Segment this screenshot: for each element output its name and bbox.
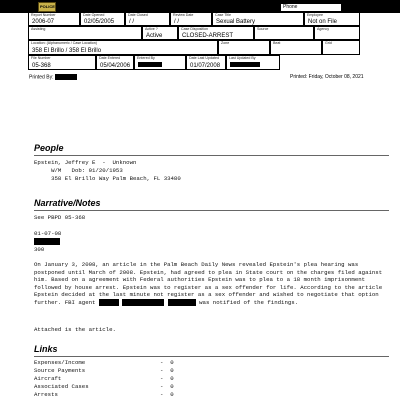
link-row	[34, 383, 89, 391]
active-label: Active ?	[145, 27, 158, 31]
date-opened-value: 02/05/2005	[84, 19, 115, 25]
last-updated-by-redaction	[230, 62, 260, 67]
case-title-label: Case Title	[215, 13, 231, 17]
active-value: Active	[146, 33, 163, 39]
link-row	[34, 375, 61, 383]
review-date-field	[170, 12, 212, 26]
link-name: Arrests	[34, 391, 58, 398]
case-disposition-value: CLOSED-ARREST	[182, 33, 234, 39]
links-divider	[34, 356, 389, 357]
file-number-field	[28, 55, 96, 70]
phone-label: Phone	[283, 4, 298, 10]
printed-by	[29, 74, 77, 80]
report-number-field	[28, 12, 80, 26]
link-count: - 0	[160, 367, 174, 374]
beat-field	[270, 40, 322, 55]
last-updated-by-label: Last Updated By	[229, 56, 256, 60]
agent-name-redaction-2	[122, 299, 164, 306]
source-label: Source	[257, 27, 269, 31]
grid-label: Grid	[325, 41, 332, 45]
location-value: 358 El Brillo / 358 El Brillo	[32, 48, 102, 54]
printed-by-label: Printed By:	[29, 74, 54, 81]
review-date-value: / /	[174, 19, 180, 25]
date-closed-value: / /	[129, 19, 135, 25]
case-title-value: Sexual Battery	[216, 19, 256, 25]
case-title-field	[212, 12, 304, 26]
agent-name-redaction-3	[168, 299, 196, 306]
link-row	[34, 359, 85, 367]
narrative-redaction-block	[34, 238, 60, 245]
date-closed-field	[125, 12, 170, 26]
date-entered-value: 05/04/2006	[100, 63, 131, 69]
agency-field	[314, 26, 360, 40]
narrative-divider	[34, 210, 389, 211]
narrative-paragraph-text: On January 3, 2008, an article in the Palm Beach Daily News revealed Epstein's plea hearing was postponed until March of 2008. Epstein, had agreed to plea in State court on the charges filed against him. Based on a agreement with Federal authorities Epstein was to plea to a 18 month imprisonment followed by house arrest. Epstein was to register as a sex offender for life. According to the article Epstein decided at the last minute not register as a sex offender and wished to negotiate that option further. FBI agent	[34, 261, 383, 306]
report-number-label: Report Number	[31, 13, 56, 17]
case-disposition-field	[178, 26, 254, 40]
assisting-label: Assisting	[31, 27, 46, 31]
source-field	[254, 26, 314, 40]
printed-by-redaction	[55, 74, 77, 80]
link-name: Source Payments	[34, 367, 86, 374]
link-name: Expenses/Income	[34, 359, 86, 366]
zone-label: Zone	[221, 41, 230, 45]
date-last-updated-label: Date Last Updated	[189, 56, 219, 60]
date-opened-label: Date Opened	[83, 13, 105, 17]
people-divider	[34, 155, 389, 156]
people-heading: People	[34, 143, 64, 153]
printed-date: Printed: Friday, October 08, 2021	[290, 74, 364, 80]
case-disposition-label: Case Disposition	[181, 27, 208, 31]
logo-text: POLICE	[40, 4, 55, 9]
link-row	[34, 367, 85, 375]
employee-value: Not on File	[308, 19, 338, 25]
review-date-label: Review Date	[173, 13, 194, 17]
entered-by-label: Entered By	[137, 56, 155, 60]
narrative-attached: Attached is the article.	[34, 326, 116, 333]
narrative-heading: Narrative/Notes	[34, 198, 101, 208]
location-label: Location: (Alphanumeric / Case Location)	[31, 41, 97, 45]
zone-field	[218, 40, 270, 55]
link-name: Aircraft	[34, 375, 62, 382]
narrative-code-line: 300	[34, 246, 45, 253]
date-closed-label: Date Closed	[128, 13, 148, 17]
link-count: - 0	[160, 391, 174, 398]
grid-field	[322, 40, 360, 55]
narrative-paragraph-tail: was notified of the findings.	[199, 298, 299, 306]
file-number-value: 05-368	[32, 63, 51, 69]
person-demographics: W/M Dob: 01/20/1953	[34, 167, 123, 174]
link-count: - 0	[160, 375, 174, 382]
location-field	[28, 40, 218, 55]
phone-field	[280, 3, 342, 12]
beat-label: Beat	[273, 41, 281, 45]
entered-by-redaction	[138, 62, 162, 67]
report-number-value: 2006-07	[32, 19, 55, 25]
entered-by-field	[134, 55, 186, 70]
file-number-label: File Number	[31, 56, 51, 60]
narrative-date-line: 01-07-08	[34, 230, 62, 237]
date-entered-field	[96, 55, 134, 70]
person-name: Epstein, Jeffrey E - Unknown	[34, 159, 137, 166]
agent-name-redaction-1	[99, 299, 119, 306]
link-count: - 0	[160, 383, 174, 390]
police-badge-logo	[38, 2, 56, 12]
links-heading: Links	[34, 344, 58, 354]
employee-field	[304, 12, 360, 26]
person-address: 358 El Brillo Way Palm Beach, FL 33480	[34, 175, 181, 182]
date-last-updated-value: 01/07/2008	[190, 63, 221, 69]
date-opened-field	[80, 12, 125, 26]
assisting-field	[28, 26, 142, 40]
active-field	[142, 26, 178, 40]
link-name: Associated Cases	[34, 383, 89, 390]
last-updated-by-field	[226, 55, 280, 70]
narrative-paragraph	[34, 261, 390, 307]
narrative-see-line: See PBPD 05-368	[34, 214, 86, 221]
date-entered-label: Date Entered	[99, 56, 121, 60]
date-last-updated-field	[186, 55, 226, 70]
agency-label: Agency	[317, 27, 329, 31]
link-row	[34, 391, 58, 399]
link-count: - 0	[160, 359, 174, 366]
employee-label: Employee	[307, 13, 323, 17]
